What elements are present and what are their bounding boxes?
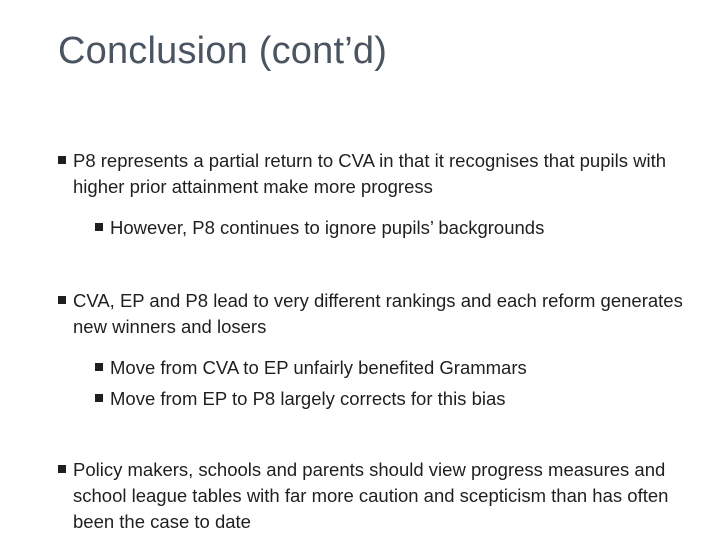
sub-bullet-text: Move from EP to P8 largely corrects for this bias [110,388,506,409]
square-bullet-icon [58,465,66,473]
slide-title: Conclusion (cont’d) [58,30,388,72]
square-bullet-icon [95,363,103,371]
square-bullet-icon [95,223,103,231]
bullet-text: P8 represents a partial return to CVA in that it recognises that pupils with higher prior attainment make more progress [73,150,666,197]
square-bullet-icon [95,394,103,402]
bullet-text: CVA, EP and P8 lead to very different rankings and each reform generates new winners and losers [73,290,683,337]
bullet-item [58,288,698,340]
square-bullet-icon [58,156,66,164]
sub-bullet-text: Move from CVA to EP unfairly benefited Grammars [110,357,527,378]
sub-bullet-item [95,355,695,381]
bullet-text: Policy makers, schools and parents should view progress measures and school league tables with far more caution and scepticism than has often been the case to date [73,459,669,532]
sub-bullet-item [95,386,695,412]
square-bullet-icon [58,296,66,304]
bullet-item [58,148,698,200]
sub-bullet-text: However, P8 continues to ignore pupils’ backgrounds [110,217,545,238]
bullet-item [58,457,698,535]
sub-bullet-item [95,215,695,241]
